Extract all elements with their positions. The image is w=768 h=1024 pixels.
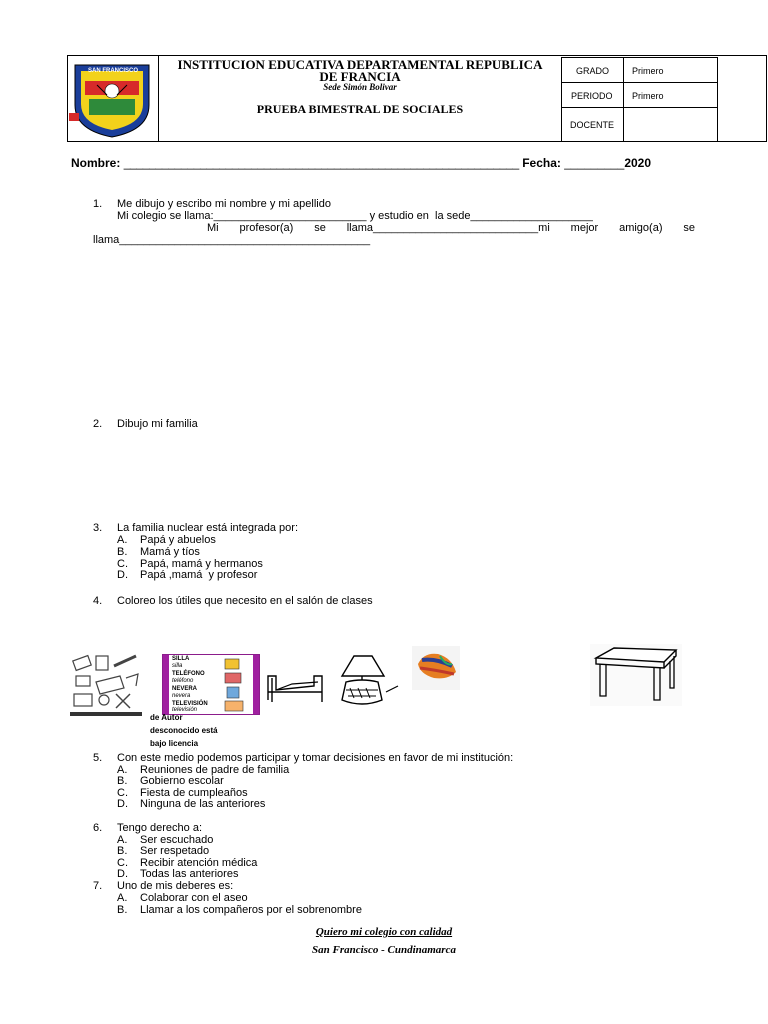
chart-label-nevera-script: nevera — [172, 693, 191, 699]
divider — [717, 57, 718, 142]
chart-label-nevera: NEVERA — [172, 686, 198, 692]
q1-text: Me dibujo y escribo mi nombre y mi apellido — [117, 198, 331, 210]
q2-number: 2. — [93, 418, 103, 430]
q5-option-b[interactable]: Gobierno escolar — [140, 775, 224, 787]
q3-option-a-letter: A. — [117, 534, 128, 546]
q5-option-c-letter: C. — [117, 787, 128, 799]
q6-option-a[interactable]: Ser escuchado — [140, 834, 214, 846]
q1-number: 1. — [93, 198, 103, 210]
q6-option-d[interactable]: Todas las anteriores — [140, 868, 239, 880]
bed-icon[interactable] — [262, 656, 328, 714]
q7-option-a-letter: A. — [117, 892, 128, 904]
logo-cell — [67, 55, 159, 142]
q1-amigo-line[interactable]: llama_________________________________________ — [93, 234, 371, 246]
q3-option-b-letter: B. — [117, 546, 128, 558]
q7-option-b[interactable]: Llamar a los compañeros por el sobrenombre — [140, 904, 362, 916]
footer-place: San Francisco - Cundinamarca — [312, 944, 456, 956]
q3-text: La familia nuclear está integrada por: — [117, 522, 298, 534]
q5-option-d[interactable]: Ninguna de las anteriores — [140, 798, 266, 810]
lamp-icon[interactable] — [328, 652, 404, 716]
q7-number: 7. — [93, 880, 103, 892]
q3-option-c[interactable]: Papá, mamá y hermanos — [140, 558, 263, 570]
spinning-top-icon[interactable] — [412, 646, 460, 690]
divider — [561, 82, 718, 83]
chart-label-telefono-script: teléfono — [172, 678, 194, 684]
year: 2020 — [624, 156, 652, 170]
q5-option-d-letter: D. — [117, 798, 128, 810]
q3-option-c-letter: C. — [117, 558, 128, 570]
q3-option-d[interactable]: Papá ,mamá y profesor — [140, 569, 258, 581]
divider — [561, 107, 718, 108]
vocabulary-chart[interactable] — [162, 654, 260, 715]
school-supplies-icon[interactable] — [70, 652, 142, 716]
word: se — [683, 222, 695, 234]
sede-name: Sede Simón Bolivar — [323, 82, 397, 92]
q3-number: 3. — [93, 522, 103, 534]
word: mejor — [570, 222, 599, 234]
docente-label: DOCENTE — [570, 120, 615, 130]
q5-option-c[interactable]: Fiesta de cumpleaños — [140, 787, 248, 799]
q6-text: Tengo derecho a: — [117, 822, 203, 834]
divider — [623, 57, 624, 142]
divider — [561, 57, 562, 142]
caption-line: de Autor — [150, 713, 183, 722]
q4-text: Coloreo los útiles que necesito en el salón de clases — [117, 595, 373, 607]
word: amigo(a) — [619, 222, 663, 234]
q2-text: Dibujo mi familia — [117, 418, 198, 430]
periodo-label: PERIODO — [571, 91, 613, 101]
q4-number: 4. — [93, 595, 103, 607]
q1-profesor-line[interactable] — [207, 222, 695, 234]
q5-text: Con este medio podemos participar y tomar decisiones en favor de mi institución: — [117, 752, 514, 764]
logo-text: SAN FRANCISCO — [87, 68, 138, 74]
q6-number: 6. — [93, 822, 103, 834]
q7-text: Uno de mis deberes es: — [117, 880, 234, 892]
q5-option-a[interactable]: Reuniones de padre de familia — [140, 764, 290, 776]
q3-option-a[interactable]: Papá y abuelos — [140, 534, 216, 546]
chart-border — [163, 655, 169, 714]
institution-name-line1: INSTITUCION EDUCATIVA DEPARTAMENTAL REPUBLICA — [177, 57, 543, 72]
chart-label-silla: SILLA — [172, 656, 190, 662]
q5-option-b-letter: B. — [117, 775, 128, 787]
divider — [561, 57, 718, 58]
chart-border — [253, 655, 259, 714]
chart-label-telefono: TELÉFONO — [172, 671, 205, 677]
q6-option-b-letter: B. — [117, 845, 128, 857]
footer-motto: Quiero mi colegio con calidad — [315, 926, 453, 938]
q7-option-a[interactable]: Colaborar con el aseo — [140, 892, 248, 904]
chart-label-television-script: televisión — [172, 707, 198, 713]
q6-option-a-letter: A. — [117, 834, 128, 846]
nombre-label: Nombre: — [71, 156, 121, 170]
q5-option-a-letter: A. — [117, 764, 128, 776]
word: Mi — [207, 222, 219, 234]
fecha-blank[interactable]: _________ — [564, 156, 625, 170]
chart-label-silla-script: silla — [172, 663, 183, 669]
q3-option-d-letter: D. — [117, 569, 128, 581]
q6-option-d-letter: D. — [117, 868, 128, 880]
q6-option-c-letter: C. — [117, 857, 128, 869]
fecha-label: Fecha: — [522, 156, 561, 170]
word: llama___________________________mi — [346, 222, 550, 234]
q7-option-b-letter: B. — [117, 904, 128, 916]
q3-option-b[interactable]: Mamá y tíos — [140, 546, 200, 558]
table-icon[interactable] — [590, 644, 682, 706]
nombre-blank[interactable]: ______________________________________________________________ — [123, 156, 519, 170]
word: profesor(a) — [239, 222, 294, 234]
name-line — [71, 156, 651, 170]
furniture-icons — [221, 657, 251, 713]
exam-title: PRUEBA BIMESTRAL DE SOCIALES — [256, 102, 464, 116]
q1-colegio-line[interactable]: Mi colegio se llama:_________________________ y estudio en la sede____________________ — [117, 210, 593, 222]
q5-number: 5. — [93, 752, 103, 764]
q6-option-c[interactable]: Recibir atención médica — [140, 857, 258, 869]
periodo-value: Primero — [632, 91, 664, 101]
institution-name-line2: DE FRANCIA — [319, 69, 401, 84]
word: se — [314, 222, 326, 234]
grado-value: Primero — [632, 66, 664, 76]
caption-line: bajo licencia — [150, 739, 199, 748]
image-license-caption — [150, 711, 218, 750]
chart-label-television: TELEVISIÓN — [172, 701, 208, 707]
grado-label: GRADO — [576, 66, 610, 76]
caption-line: desconocido está — [150, 726, 218, 735]
q6-option-b[interactable]: Ser respetado — [140, 845, 210, 857]
